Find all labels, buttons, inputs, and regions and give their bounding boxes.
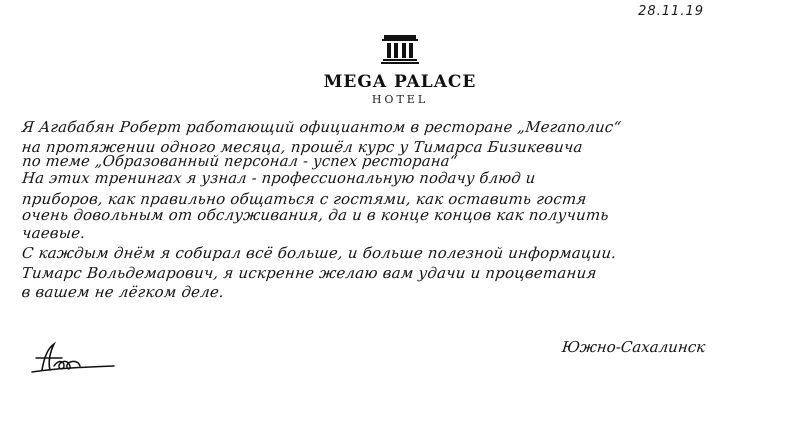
letter-line: чаевые.: [21, 224, 87, 242]
letter-body: [20, 118, 792, 301]
letter-line: Я Агабабян Роберт работающий официантом в ресторане „Мегаполис“: [21, 118, 623, 136]
hotel-logo: [0, 34, 800, 106]
letter-date: 28.11.19: [638, 4, 704, 19]
letter-line: очень довольным от обслуживания, да и в конце концов как получить: [21, 206, 610, 224]
letter-line: на протяжении одного месяца, прошёл курс у Тимарса Бизикевича: [20, 138, 584, 156]
letter-line: по теме „Образованный персонал - успех ресторана“: [21, 152, 459, 170]
columns-building-icon: [381, 34, 419, 64]
letter-city: Южно-Сахалинск: [561, 338, 707, 356]
letter-line: С каждым днём я собирал всё больше, и больше полезной информации.: [21, 244, 618, 262]
hotel-name: MEGA PALACE: [323, 72, 477, 92]
handwritten-signature: [28, 336, 118, 376]
letter-line: в вашем не лёгком деле.: [20, 283, 226, 301]
hotel-subtitle: HOTEL: [371, 93, 429, 106]
letter-line: На этих тренингах я узнал - профессиональную подачу блюд и: [21, 169, 537, 187]
letter-line: приборов, как правильно общаться с гостями, как оставить гостя: [21, 190, 588, 208]
letter-line: Тимарс Вольдемарович, я искренне желаю вам удачи и процветания: [20, 264, 598, 282]
